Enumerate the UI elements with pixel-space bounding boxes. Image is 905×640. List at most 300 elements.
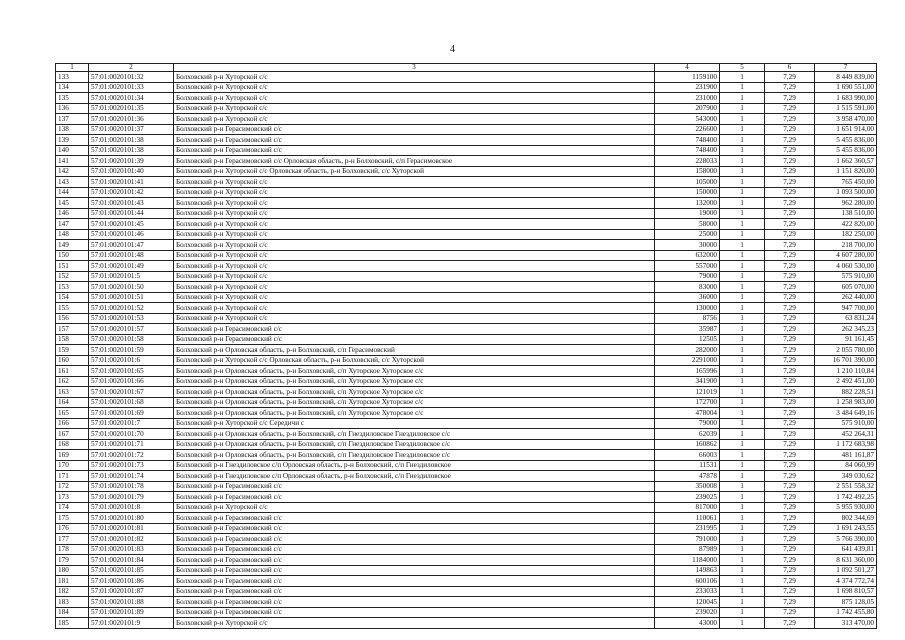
table-row: [56, 93, 877, 104]
row-number-cell: 143: [56, 177, 89, 188]
cadastral-number-cell: 57:01:0020101:83: [89, 544, 174, 555]
rate-value-cell: 7,29: [765, 229, 815, 240]
area-value-cell: 19000: [655, 208, 720, 219]
row-number-cell: 152: [56, 271, 89, 282]
location-address-cell: Болховский р-н Хуторской с/с: [174, 219, 655, 230]
area-value-cell: 231995: [655, 523, 720, 534]
column-header: 6: [765, 64, 815, 72]
quantity-value-cell: 1: [720, 345, 765, 356]
cadastral-value-cell: 1 172 683,98: [815, 439, 877, 450]
rate-value-cell: 7,29: [765, 597, 815, 608]
rate-value-cell: 7,29: [765, 82, 815, 93]
location-address-cell: Болховский р-н Хуторской с/с: [174, 240, 655, 251]
cadastral-number-cell: 57:01:0020101:88: [89, 597, 174, 608]
quantity-value-cell: 1: [720, 313, 765, 324]
quantity-value-cell: 1: [720, 502, 765, 513]
rate-value-cell: 7,29: [765, 208, 815, 219]
row-number-cell: 144: [56, 187, 89, 198]
row-number-cell: 164: [56, 397, 89, 408]
table-row: [56, 145, 877, 156]
quantity-value-cell: 1: [720, 229, 765, 240]
cadastral-value-cell: 1 690 551,00: [815, 82, 877, 93]
area-value-cell: 47878: [655, 471, 720, 482]
cadastral-value-cell: 1 742 492,25: [815, 492, 877, 503]
table-row: [56, 471, 877, 482]
quantity-value-cell: 1: [720, 492, 765, 503]
cadastral-number-cell: 57:01:0020101:33: [89, 82, 174, 93]
cadastral-number-cell: 57:01:0020101:68: [89, 397, 174, 408]
rate-value-cell: 7,29: [765, 513, 815, 524]
area-value-cell: 748400: [655, 145, 720, 156]
cadastral-number-cell: 57:01:0020101:5: [89, 271, 174, 282]
table-row: [56, 303, 877, 314]
area-value-cell: 36000: [655, 292, 720, 303]
area-value-cell: 160862: [655, 439, 720, 450]
cadastral-value-cell: 3 484 649,16: [815, 408, 877, 419]
table-row: [56, 282, 877, 293]
quantity-value-cell: 1: [720, 114, 765, 125]
quantity-value-cell: 1: [720, 376, 765, 387]
rate-value-cell: 7,29: [765, 124, 815, 135]
cadastral-number-cell: 57:01:0020101:39: [89, 156, 174, 167]
area-value-cell: 478004: [655, 408, 720, 419]
table-body: [56, 72, 877, 629]
quantity-value-cell: 1: [720, 387, 765, 398]
column-header: 4: [655, 64, 720, 72]
cadastral-number-cell: 57:01:0020101:53: [89, 313, 174, 324]
row-number-cell: 133: [56, 72, 89, 83]
location-address-cell: Болховский р-н Хуторской с/с Орловская область, р-н Болховский, с/с Хуторской: [174, 355, 655, 366]
cadastral-value-cell: 2 055 780,00: [815, 345, 877, 356]
quantity-value-cell: 1: [720, 366, 765, 377]
location-address-cell: Болховский р-н Хуторской с/с: [174, 292, 655, 303]
table-row: [56, 156, 877, 167]
row-number-cell: 161: [56, 366, 89, 377]
rate-value-cell: 7,29: [765, 303, 815, 314]
table-row: [56, 166, 877, 177]
quantity-value-cell: 1: [720, 460, 765, 471]
quantity-value-cell: 1: [720, 82, 765, 93]
column-header: 7: [815, 64, 877, 72]
table-row: [56, 492, 877, 503]
row-number-cell: 167: [56, 429, 89, 440]
area-value-cell: 87989: [655, 544, 720, 555]
location-address-cell: Болховский р-н Орловская область, р-н Болховский, с/п Хуторское Хуторское с/с: [174, 366, 655, 377]
quantity-value-cell: 1: [720, 408, 765, 419]
cadastral-value-cell: 349 030,62: [815, 471, 877, 482]
quantity-value-cell: 1: [720, 597, 765, 608]
page-number: 4: [450, 44, 455, 55]
area-value-cell: 121019: [655, 387, 720, 398]
area-value-cell: 233033: [655, 586, 720, 597]
cadastral-value-cell: 91 161,45: [815, 334, 877, 345]
rate-value-cell: 7,29: [765, 313, 815, 324]
cadastral-value-cell: 218 700,00: [815, 240, 877, 251]
quantity-value-cell: 1: [720, 93, 765, 104]
rate-value-cell: 7,29: [765, 240, 815, 251]
rate-value-cell: 7,29: [765, 282, 815, 293]
cadastral-value-cell: 5 455 836,00: [815, 135, 877, 146]
cadastral-value-cell: 1 151 820,00: [815, 166, 877, 177]
cadastral-value-cell: 1 515 591,00: [815, 103, 877, 114]
cadastral-number-cell: 57:01:0020101:66: [89, 376, 174, 387]
row-number-cell: 157: [56, 324, 89, 335]
location-address-cell: Болховский р-н Герасимовский с/с: [174, 534, 655, 545]
location-address-cell: Болховский р-н Хуторской с/с: [174, 198, 655, 209]
cadastral-value-cell: 575 910,00: [815, 418, 877, 429]
rate-value-cell: 7,29: [765, 261, 815, 272]
row-number-cell: 141: [56, 156, 89, 167]
rate-value-cell: 7,29: [765, 471, 815, 482]
location-address-cell: Болховский р-н Герасимовский с/с: [174, 555, 655, 566]
area-value-cell: 158000: [655, 166, 720, 177]
cadastral-value-cell: 1 662 360,57: [815, 156, 877, 167]
cadastral-number-cell: 57:01:0020101:42: [89, 187, 174, 198]
quantity-value-cell: 1: [720, 429, 765, 440]
rate-value-cell: 7,29: [765, 408, 815, 419]
table-row: [56, 208, 877, 219]
location-address-cell: Болховский р-н Хуторской с/с: [174, 282, 655, 293]
table-row: [56, 555, 877, 566]
cadastral-value-cell: 947 700,00: [815, 303, 877, 314]
column-header: 2: [89, 64, 174, 72]
cadastral-number-cell: 57:01:0020101:52: [89, 303, 174, 314]
rate-value-cell: 7,29: [765, 544, 815, 555]
rate-value-cell: 7,29: [765, 618, 815, 629]
rate-value-cell: 7,29: [765, 429, 815, 440]
rate-value-cell: 7,29: [765, 523, 815, 534]
area-value-cell: 632000: [655, 250, 720, 261]
cadastral-value-cell: 452 264,31: [815, 429, 877, 440]
row-number-cell: 159: [56, 345, 89, 356]
quantity-value-cell: 1: [720, 586, 765, 597]
cadastral-number-cell: 57:01:0020101:41: [89, 177, 174, 188]
location-address-cell: Болховский р-н Хуторской с/с Середичи с: [174, 418, 655, 429]
quantity-value-cell: 1: [720, 481, 765, 492]
table-row: [56, 418, 877, 429]
location-address-cell: Болховский р-н Хуторской с/с: [174, 103, 655, 114]
location-address-cell: Болховский р-н Орловская область, р-н Болховский, с/п Гнездиловское Гнездиловское с/с: [174, 429, 655, 440]
location-address-cell: Болховский р-н Хуторской с/с: [174, 229, 655, 240]
area-value-cell: 1159100: [655, 72, 720, 83]
quantity-value-cell: 1: [720, 555, 765, 566]
quantity-value-cell: 1: [720, 145, 765, 156]
cadastral-number-cell: 57:01:0020101:50: [89, 282, 174, 293]
cadastral-value-cell: 8 631 360,00: [815, 555, 877, 566]
location-address-cell: Болховский р-н Герасимовский с/с: [174, 597, 655, 608]
area-value-cell: 30000: [655, 240, 720, 251]
area-value-cell: 748400: [655, 135, 720, 146]
rate-value-cell: 7,29: [765, 93, 815, 104]
quantity-value-cell: 1: [720, 439, 765, 450]
location-address-cell: Болховский р-н Орловская область, р-н Болховский, с/п Хуторское Хуторское с/с: [174, 387, 655, 398]
table-row: [56, 124, 877, 135]
location-address-cell: Болховский р-н Герасимовский с/с: [174, 145, 655, 156]
quantity-value-cell: 1: [720, 397, 765, 408]
cadastral-value-cell: 962 280,00: [815, 198, 877, 209]
area-value-cell: 132000: [655, 198, 720, 209]
quantity-value-cell: 1: [720, 124, 765, 135]
location-address-cell: Болховский р-н Хуторской с/с: [174, 93, 655, 104]
area-value-cell: 817000: [655, 502, 720, 513]
rate-value-cell: 7,29: [765, 460, 815, 471]
table-row: [56, 114, 877, 125]
column-header: 1: [56, 64, 89, 72]
row-number-cell: 134: [56, 82, 89, 93]
location-address-cell: Болховский р-н Герасимовский с/с: [174, 324, 655, 335]
rate-value-cell: 7,29: [765, 439, 815, 450]
quantity-value-cell: 1: [720, 219, 765, 230]
row-number-cell: 180: [56, 565, 89, 576]
rate-value-cell: 7,29: [765, 103, 815, 114]
cadastral-value-cell: 138 510,00: [815, 208, 877, 219]
cadastral-value-cell: 4 374 772,74: [815, 576, 877, 587]
row-number-cell: 172: [56, 481, 89, 492]
rate-value-cell: 7,29: [765, 292, 815, 303]
location-address-cell: Болховский р-н Герасимовский с/с: [174, 576, 655, 587]
location-address-cell: Болховский р-н Орловская область, р-н Болховский, с/п Гнездиловское Гнездиловское с/с: [174, 450, 655, 461]
cadastral-number-cell: 57:01:0020101:47: [89, 240, 174, 251]
quantity-value-cell: 1: [720, 618, 765, 629]
area-value-cell: 66003: [655, 450, 720, 461]
cadastral-value-table: [55, 63, 877, 629]
table-row: [56, 397, 877, 408]
location-address-cell: Болховский р-н Герасимовский с/с: [174, 586, 655, 597]
area-value-cell: 231000: [655, 93, 720, 104]
area-value-cell: 43000: [655, 618, 720, 629]
location-address-cell: Болховский р-н Хуторской с/с: [174, 250, 655, 261]
cadastral-value-cell: 422 820,00: [815, 219, 877, 230]
quantity-value-cell: 1: [720, 607, 765, 618]
quantity-value-cell: 1: [720, 471, 765, 482]
cadastral-number-cell: 57:01:0020101:74: [89, 471, 174, 482]
row-number-cell: 173: [56, 492, 89, 503]
cadastral-number-cell: 57:01:0020101:43: [89, 198, 174, 209]
area-value-cell: 207900: [655, 103, 720, 114]
table-row: [56, 355, 877, 366]
row-number-cell: 185: [56, 618, 89, 629]
table-row: [56, 271, 877, 282]
area-value-cell: 79000: [655, 271, 720, 282]
area-value-cell: 79000: [655, 418, 720, 429]
cadastral-number-cell: 57:01:0020101:84: [89, 555, 174, 566]
table-row: [56, 387, 877, 398]
area-value-cell: 600106: [655, 576, 720, 587]
quantity-value-cell: 1: [720, 250, 765, 261]
rate-value-cell: 7,29: [765, 481, 815, 492]
cadastral-value-cell: 1 258 983,00: [815, 397, 877, 408]
area-value-cell: 2291000: [655, 355, 720, 366]
row-number-cell: 148: [56, 229, 89, 240]
area-value-cell: 557000: [655, 261, 720, 272]
cadastral-number-cell: 57:01:0020101:36: [89, 114, 174, 125]
quantity-value-cell: 1: [720, 544, 765, 555]
quantity-value-cell: 1: [720, 271, 765, 282]
cadastral-number-cell: 57:01:0020101:67: [89, 387, 174, 398]
cadastral-value-cell: 2 551 558,32: [815, 481, 877, 492]
area-value-cell: 172700: [655, 397, 720, 408]
cadastral-value-cell: 605 070,00: [815, 282, 877, 293]
row-number-cell: 179: [56, 555, 89, 566]
cadastral-value-cell: 3 958 470,00: [815, 114, 877, 125]
cadastral-value-cell: 875 128,05: [815, 597, 877, 608]
location-address-cell: Болховский р-н Хуторской с/с: [174, 187, 655, 198]
row-number-cell: 177: [56, 534, 89, 545]
quantity-value-cell: 1: [720, 208, 765, 219]
cadastral-value-cell: 575 910,00: [815, 271, 877, 282]
quantity-value-cell: 1: [720, 156, 765, 167]
cadastral-value-cell: 1 651 914,00: [815, 124, 877, 135]
quantity-value-cell: 1: [720, 513, 765, 524]
location-address-cell: Болховский р-н Герасимовский с/с: [174, 124, 655, 135]
rate-value-cell: 7,29: [765, 355, 815, 366]
row-number-cell: 147: [56, 219, 89, 230]
column-number-row: [56, 64, 877, 72]
row-number-cell: 168: [56, 439, 89, 450]
location-address-cell: Болховский р-н Орловская область, р-н Болховский, с/п Хуторское Хуторское с/с: [174, 408, 655, 419]
location-address-cell: Болховский р-н Гнездиловское с/п Орловская область, р-н Болховский, с/п Гнездиловское: [174, 460, 655, 471]
area-value-cell: 149863: [655, 565, 720, 576]
cadastral-number-cell: 57:01:0020101:38: [89, 145, 174, 156]
rate-value-cell: 7,29: [765, 397, 815, 408]
area-value-cell: 150000: [655, 187, 720, 198]
cadastral-number-cell: 57:01:0020101:46: [89, 229, 174, 240]
area-value-cell: 231900: [655, 82, 720, 93]
location-address-cell: Болховский р-н Герасимовский с/с: [174, 565, 655, 576]
rate-value-cell: 7,29: [765, 565, 815, 576]
cadastral-number-cell: 57:01:0020101:9: [89, 618, 174, 629]
cadastral-number-cell: 57:01:0020101:34: [89, 93, 174, 104]
table-row: [56, 460, 877, 471]
cadastral-number-cell: 57:01:0020101:65: [89, 366, 174, 377]
cadastral-number-cell: 57:01:0020101:45: [89, 219, 174, 230]
table-row: [56, 135, 877, 146]
row-number-cell: 184: [56, 607, 89, 618]
cadastral-value-cell: 5 955 930,00: [815, 502, 877, 513]
table-row: [56, 72, 877, 83]
row-number-cell: 139: [56, 135, 89, 146]
quantity-value-cell: 1: [720, 292, 765, 303]
row-number-cell: 160: [56, 355, 89, 366]
rate-value-cell: 7,29: [765, 502, 815, 513]
table-row: [56, 334, 877, 345]
area-value-cell: 228033: [655, 156, 720, 167]
cadastral-number-cell: 57:01:0020101:48: [89, 250, 174, 261]
cadastral-value-cell: 1 742 455,80: [815, 607, 877, 618]
table-row: [56, 439, 877, 450]
location-address-cell: Болховский р-н Герасимовский с/с: [174, 135, 655, 146]
cadastral-value-cell: 313 470,00: [815, 618, 877, 629]
location-address-cell: Болховский р-н Хуторской с/с: [174, 82, 655, 93]
area-value-cell: 130000: [655, 303, 720, 314]
rate-value-cell: 7,29: [765, 177, 815, 188]
cadastral-value-cell: 5 766 390,00: [815, 534, 877, 545]
cadastral-value-cell: 765 450,00: [815, 177, 877, 188]
rate-value-cell: 7,29: [765, 607, 815, 618]
row-number-cell: 154: [56, 292, 89, 303]
cadastral-number-cell: 57:01:0020101:86: [89, 576, 174, 587]
row-number-cell: 138: [56, 124, 89, 135]
cadastral-number-cell: 57:01:0020101:80: [89, 513, 174, 524]
area-value-cell: 8756: [655, 313, 720, 324]
row-number-cell: 165: [56, 408, 89, 419]
area-value-cell: 83000: [655, 282, 720, 293]
rate-value-cell: 7,29: [765, 376, 815, 387]
rate-value-cell: 7,29: [765, 156, 815, 167]
cadastral-value-cell: 84 060,99: [815, 460, 877, 471]
cadastral-value-cell: 262 345,23: [815, 324, 877, 335]
quantity-value-cell: 1: [720, 450, 765, 461]
row-number-cell: 140: [56, 145, 89, 156]
cadastral-value-cell: 262 440,00: [815, 292, 877, 303]
quantity-value-cell: 1: [720, 418, 765, 429]
table-row: [56, 82, 877, 93]
table-row: [56, 177, 877, 188]
location-address-cell: Болховский р-н Орловская область, р-н Болховский, с/п Герасимовский: [174, 345, 655, 356]
table-row: [56, 240, 877, 251]
cadastral-number-cell: 57:01:0020101:78: [89, 481, 174, 492]
table-row: [56, 250, 877, 261]
area-value-cell: 120045: [655, 597, 720, 608]
table-row: [56, 198, 877, 209]
location-address-cell: Болховский р-н Хуторской с/с Орловская область, р-н Болховский, с/с Хуторской: [174, 166, 655, 177]
area-value-cell: 58000: [655, 219, 720, 230]
table-row: [56, 576, 877, 587]
cadastral-number-cell: 57:01:0020101:37: [89, 124, 174, 135]
cadastral-value-cell: 1 092 501,27: [815, 565, 877, 576]
cadastral-number-cell: 57:01:0020101:6: [89, 355, 174, 366]
rate-value-cell: 7,29: [765, 345, 815, 356]
row-number-cell: 178: [56, 544, 89, 555]
quantity-value-cell: 1: [720, 72, 765, 83]
area-value-cell: 12505: [655, 334, 720, 345]
rate-value-cell: 7,29: [765, 145, 815, 156]
cadastral-number-cell: 57:01:0020101:81: [89, 523, 174, 534]
cadastral-number-cell: 57:01:0020101:59: [89, 345, 174, 356]
cadastral-number-cell: 57:01:0020101:69: [89, 408, 174, 419]
area-value-cell: 62039: [655, 429, 720, 440]
rate-value-cell: 7,29: [765, 250, 815, 261]
rate-value-cell: 7,29: [765, 576, 815, 587]
rate-value-cell: 7,29: [765, 492, 815, 503]
table-row: [56, 544, 877, 555]
area-value-cell: 1184000: [655, 555, 720, 566]
column-header: 5: [720, 64, 765, 72]
table-row: [56, 376, 877, 387]
quantity-value-cell: 1: [720, 324, 765, 335]
area-value-cell: 791000: [655, 534, 720, 545]
row-number-cell: 142: [56, 166, 89, 177]
quantity-value-cell: 1: [720, 565, 765, 576]
quantity-value-cell: 1: [720, 334, 765, 345]
table-row: [56, 313, 877, 324]
location-address-cell: Болховский р-н Герасимовский с/с: [174, 481, 655, 492]
rate-value-cell: 7,29: [765, 72, 815, 83]
rate-value-cell: 7,29: [765, 387, 815, 398]
location-address-cell: Болховский р-н Хуторской с/с: [174, 208, 655, 219]
row-number-cell: 171: [56, 471, 89, 482]
location-address-cell: Болховский р-н Хуторской с/с: [174, 303, 655, 314]
column-header: 3: [174, 64, 655, 72]
cadastral-number-cell: 57:01:0020101:7: [89, 418, 174, 429]
row-number-cell: 137: [56, 114, 89, 125]
table-row: [56, 408, 877, 419]
table-row: [56, 345, 877, 356]
location-address-cell: Болховский р-н Герасимовский с/с: [174, 523, 655, 534]
table-row: [56, 366, 877, 377]
table-row: [56, 481, 877, 492]
area-value-cell: 239020: [655, 607, 720, 618]
